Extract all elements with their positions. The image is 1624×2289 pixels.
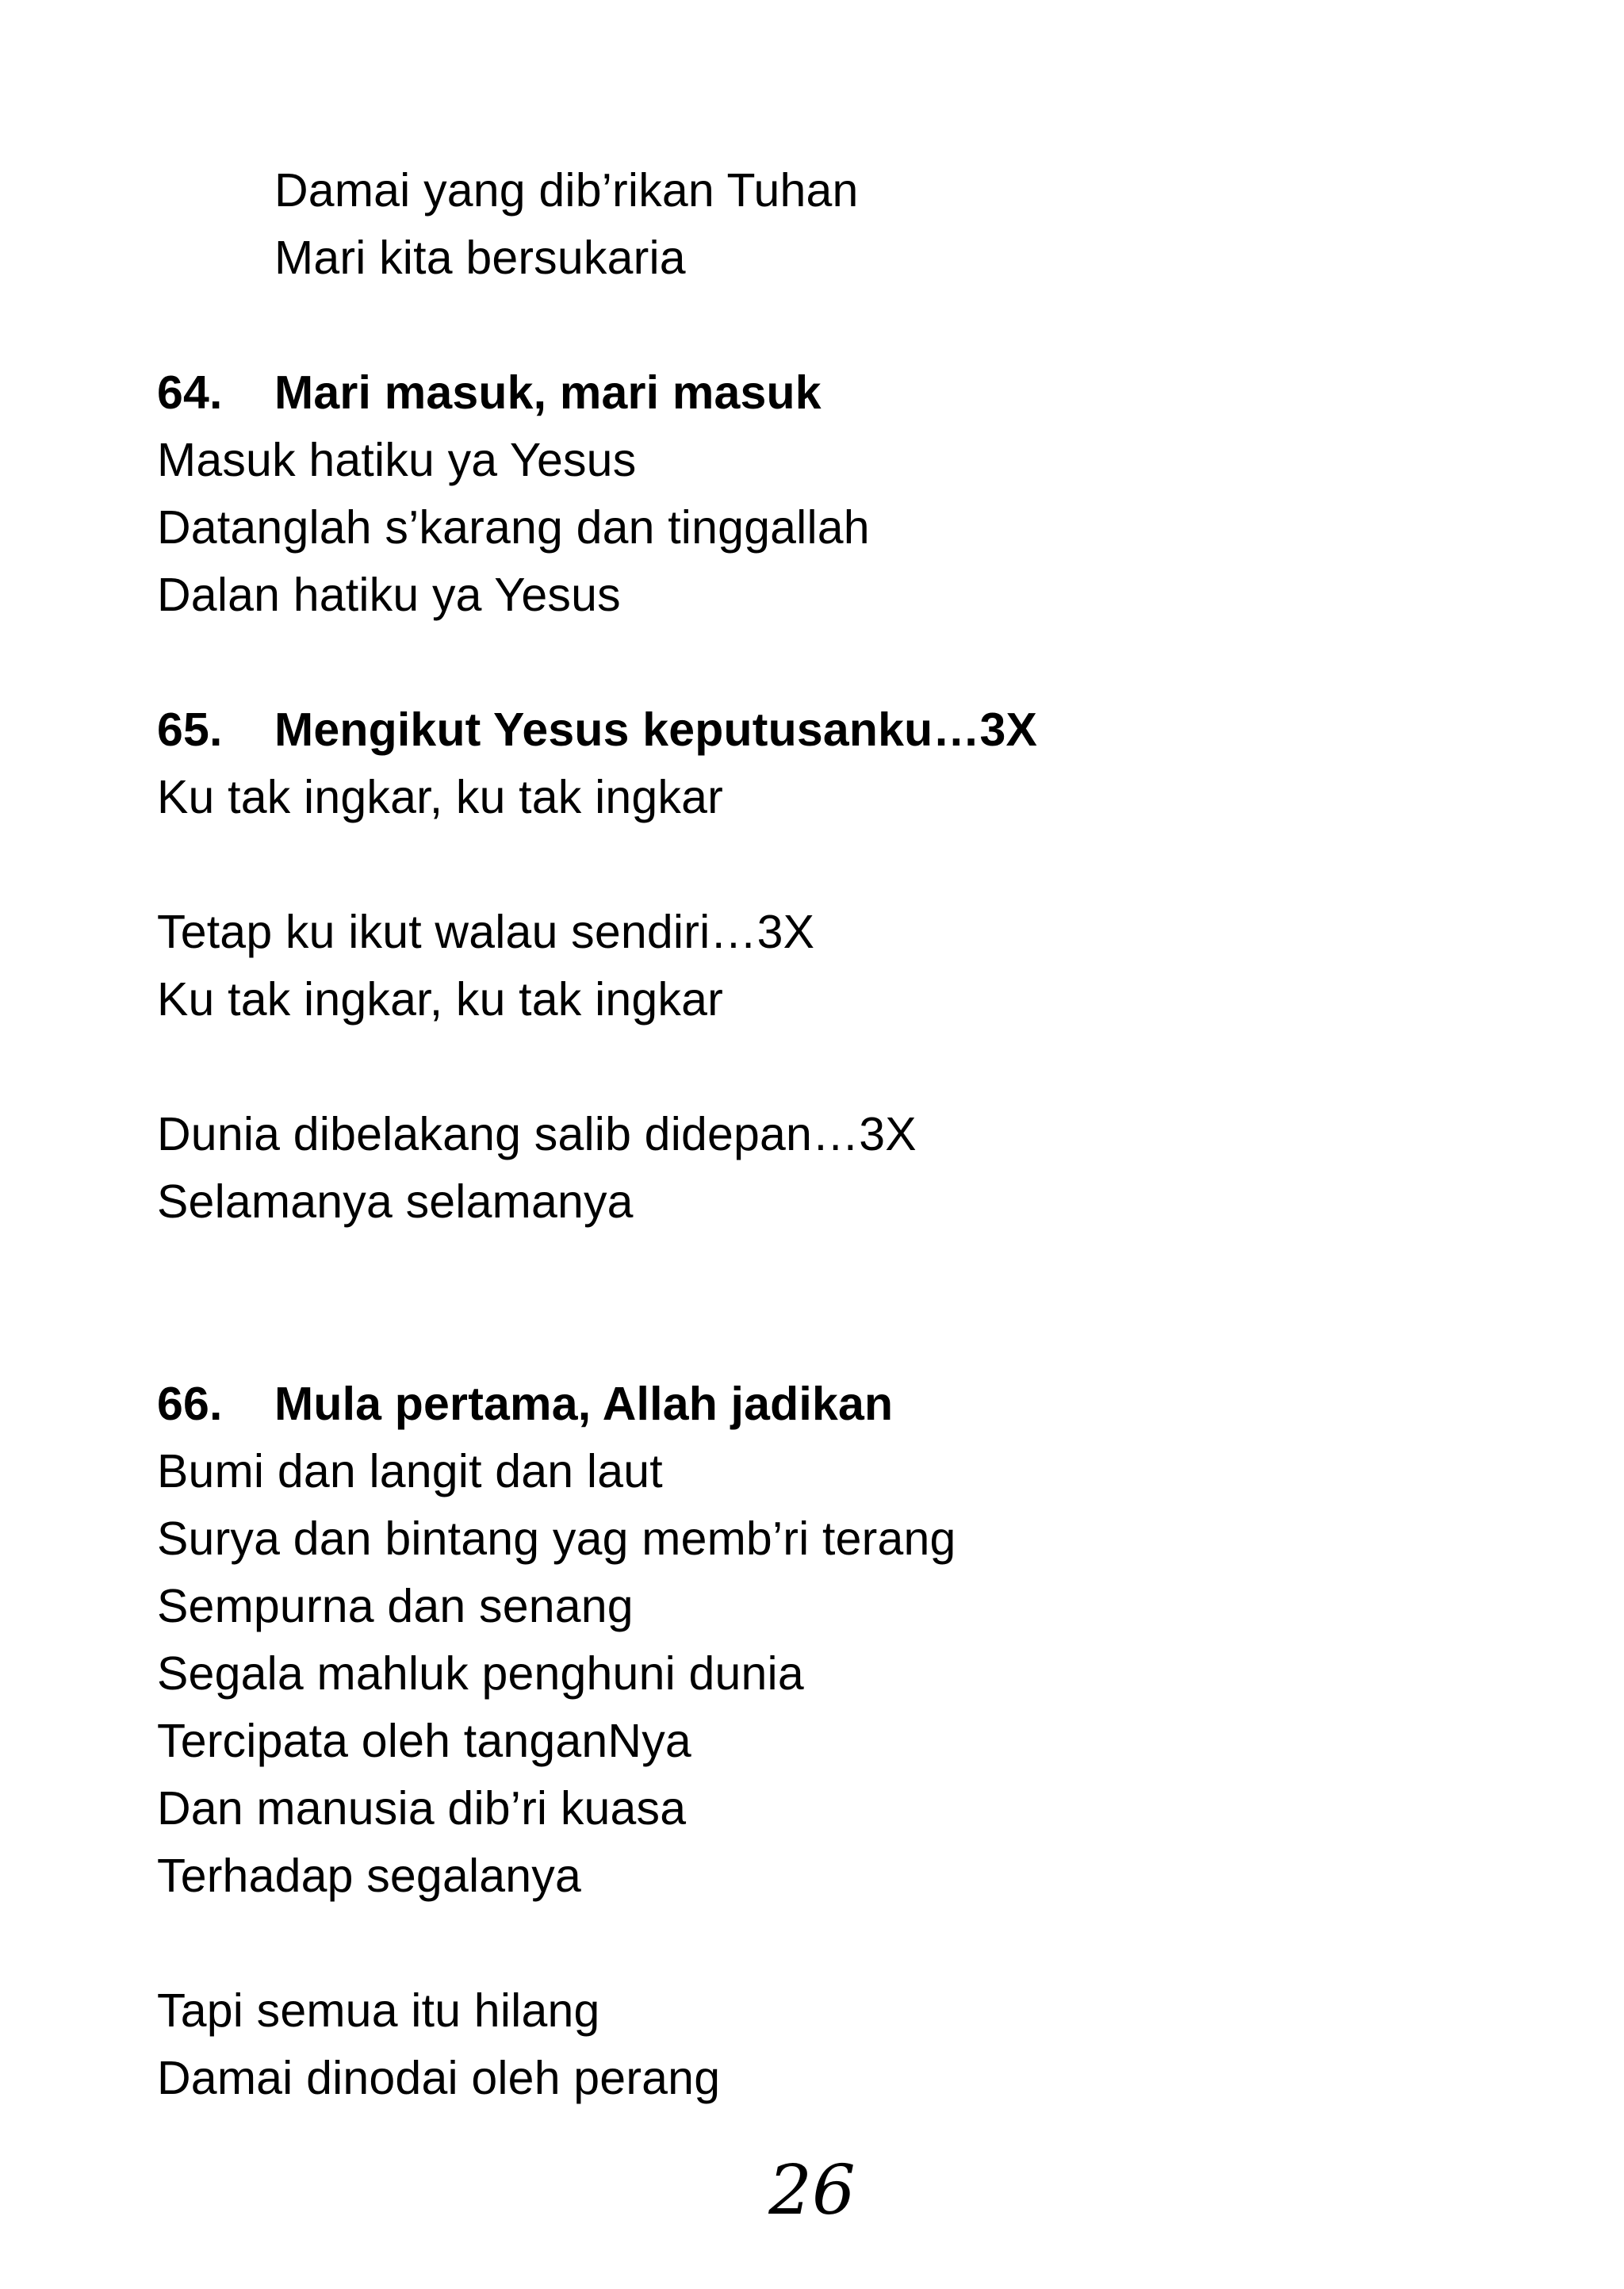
lyric-line: Tercipata oleh tanganNya (157, 1715, 691, 1767)
song-title: Mari masuk, mari masuk (274, 366, 822, 419)
song-number: 65. (157, 704, 223, 756)
lyric-line: Tapi semua itu hilang (157, 1984, 600, 2037)
lyric-line: Bumi dan langit dan laut (157, 1445, 663, 1497)
intro-line: Damai yang dib’rikan Tuhan (274, 164, 859, 217)
song-heading-66 (157, 1376, 893, 1432)
lyric-line: Selamanya selamanya (157, 1175, 634, 1228)
song-heading-64 (157, 365, 822, 420)
lyric-line: Ku tak ingkar, ku tak ingkar (157, 771, 723, 823)
lyric-line: Datanglah s’karang dan tinggallah (157, 501, 870, 554)
song-title: Mengikut Yesus keputusanku…3X (274, 704, 1038, 756)
page-number: 26 (768, 2151, 856, 2230)
lyric-line: Dalan hatiku ya Yesus (157, 569, 621, 621)
lyric-line: Dunia dibelakang salib didepan…3X (157, 1108, 917, 1160)
lyric-line: Surya dan bintang yag memb’ri terang (157, 1513, 956, 1565)
lyric-line: Dan manusia dib’ri kuasa (157, 1782, 687, 1835)
song-number: 64. (157, 366, 223, 419)
intro-line: Mari kita bersukaria (274, 232, 686, 284)
song-title: Mula pertama, Allah jadikan (274, 1378, 894, 1430)
lyric-line: Terhadap segalanya (157, 1850, 582, 1902)
lyric-line: Segala mahluk penghuni dunia (157, 1647, 804, 1700)
lyric-line: Damai dinodai oleh perang (157, 2052, 721, 2104)
song-number: 66. (157, 1378, 223, 1430)
lyric-line: Tetap ku ikut walau sendiri…3X (157, 906, 815, 958)
lyric-line: Ku tak ingkar, ku tak ingkar (157, 973, 723, 1026)
song-heading-65 (157, 702, 1037, 757)
lyric-line: Sempurna dan senang (157, 1580, 634, 1632)
lyric-line: Masuk hatiku ya Yesus (157, 434, 637, 486)
